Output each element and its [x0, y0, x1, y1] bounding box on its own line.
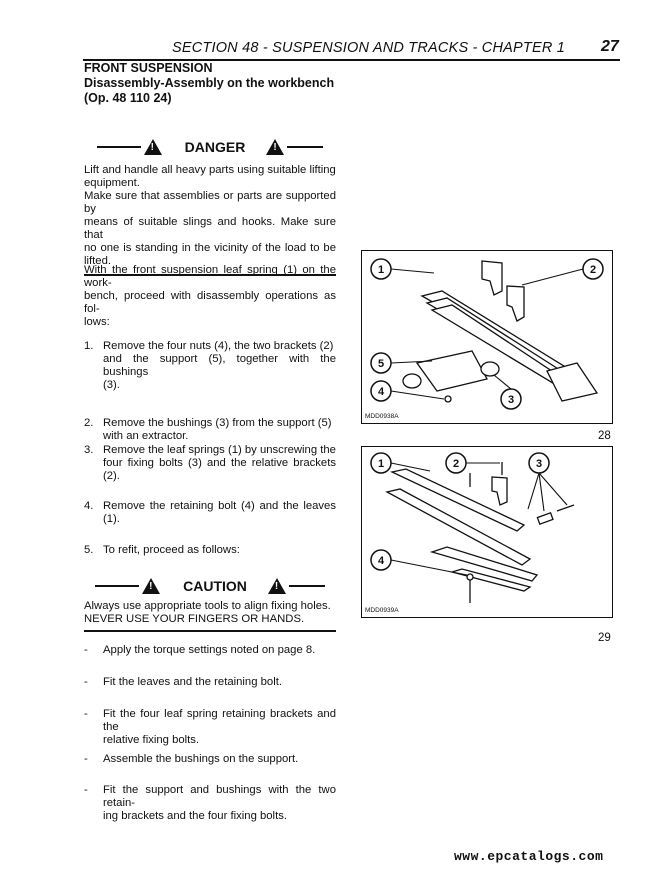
exploded-leaves-illustration	[362, 447, 612, 617]
callout-label: 3	[535, 458, 543, 470]
step-line: four fixing bolts (3) and the relative brackets (2).	[103, 457, 336, 482]
danger-line: no one is standing in the vicinity of the load to be lifted.	[84, 242, 336, 267]
step-line: with an extractor.	[103, 430, 189, 442]
refit-item-2	[84, 676, 336, 689]
callout-label: 3	[507, 394, 515, 406]
page-number: 27	[601, 38, 619, 55]
running-header-title: SECTION 48 - SUSPENSION AND TRACKS - CHAPTER 1	[172, 40, 565, 56]
refit-line: Fit the support and bushings with the two retain-	[103, 784, 336, 809]
watermark-url: www.epcatalogs.com	[454, 849, 604, 864]
callout-label: 4	[377, 555, 385, 567]
warning-triangle-icon	[266, 139, 284, 155]
callout-label: 2	[452, 458, 460, 470]
refit-item-4	[84, 753, 336, 766]
refit-line: Fit the leaves and the retaining bolt.	[103, 676, 282, 688]
refit-item-1	[84, 644, 336, 657]
step-number: 3.	[84, 444, 94, 456]
step-line: Remove the leaf springs (1) by unscrewing the	[103, 444, 336, 456]
step-line: To refit, proceed as follows:	[103, 544, 240, 556]
step-number: 1.	[84, 340, 94, 352]
caution-label: CAUTION	[183, 578, 247, 594]
step-number: 4.	[84, 500, 94, 512]
refit-line: Fit the four leaf spring retaining brackets and the	[103, 708, 336, 733]
refit-line: Apply the torque settings noted on page 8.	[103, 644, 316, 656]
intro-line: bench, proceed with disassembly operations as fol-	[84, 290, 336, 315]
callout-label: 1	[377, 264, 385, 276]
step-line: Remove the retaining bolt (4) and the leaves (1).	[103, 500, 336, 525]
step-line: (3).	[103, 379, 120, 391]
leaf-spring-assembly-illustration	[362, 251, 612, 423]
caution-text	[84, 600, 336, 626]
refit-item-3	[84, 708, 336, 747]
figure-28-frame	[361, 250, 613, 424]
figure-29-frame	[361, 446, 613, 618]
operation-code: (Op. 48 110 24)	[84, 91, 172, 105]
refit-bullet: -	[84, 676, 88, 688]
intro-paragraph	[84, 264, 336, 329]
section-heading	[84, 61, 354, 106]
figure-number: 29	[598, 632, 611, 644]
danger-dash-right	[287, 146, 323, 148]
caution-dash-right	[289, 585, 325, 587]
danger-label: DANGER	[184, 139, 246, 155]
callout-label: 2	[589, 264, 597, 276]
danger-header	[84, 137, 336, 157]
refit-line: relative fixing bolts.	[103, 734, 200, 746]
step-1	[84, 340, 336, 392]
step-3	[84, 444, 336, 483]
warning-triangle-icon	[144, 139, 162, 155]
step-line: Remove the four nuts (4), the two brackets (2)	[103, 340, 334, 352]
danger-text	[84, 164, 336, 268]
caution-line: NEVER USE YOUR FINGERS OR HANDS.	[84, 613, 305, 625]
step-5	[84, 544, 336, 557]
callout-label: 4	[377, 386, 385, 398]
warning-triangle-icon	[142, 578, 160, 594]
caution-notice	[84, 576, 336, 632]
danger-line: means of suitable slings and hooks. Make sure that	[84, 216, 336, 241]
callout-label: 1	[377, 458, 385, 470]
refit-bullet: -	[84, 784, 88, 796]
step-4	[84, 500, 336, 526]
danger-dash-left	[97, 146, 141, 148]
danger-notice	[84, 137, 336, 276]
caution-rule	[84, 630, 336, 632]
refit-item-5	[84, 784, 336, 823]
step-number: 5.	[84, 544, 94, 556]
figure-code: MDD0939A	[365, 607, 399, 614]
intro-line: With the front suspension leaf spring (1) on the work-	[84, 264, 336, 289]
step-2	[84, 417, 336, 443]
refit-line: ing brackets and the four fixing bolts.	[103, 810, 287, 822]
refit-bullet: -	[84, 753, 88, 765]
step-line: Remove the bushings (3) from the support (5)	[103, 417, 332, 429]
caution-line: Always use appropriate tools to align fixing holes.	[84, 600, 331, 612]
step-line: and the support (5), together with the bushings	[103, 353, 336, 378]
intro-line: lows:	[84, 316, 110, 328]
danger-line: Lift and handle all heavy parts using suitable lifting	[84, 164, 336, 176]
callout-label: 5	[377, 358, 385, 370]
caution-header	[84, 576, 336, 596]
figure-number: 28	[598, 430, 611, 442]
step-number: 2.	[84, 417, 94, 429]
warning-triangle-icon	[268, 578, 286, 594]
refit-bullet: -	[84, 708, 88, 720]
caution-dash-left	[95, 585, 139, 587]
section-title: FRONT SUSPENSION	[84, 61, 213, 75]
refit-bullet: -	[84, 644, 88, 656]
danger-line: Make sure that assemblies or parts are supported by	[84, 190, 336, 215]
refit-line: Assemble the bushings on the support.	[103, 753, 299, 765]
section-subtitle: Disassembly-Assembly on the workbench	[84, 76, 335, 90]
figure-code: MDD0938A	[365, 413, 399, 420]
danger-line: equipment.	[84, 177, 140, 189]
